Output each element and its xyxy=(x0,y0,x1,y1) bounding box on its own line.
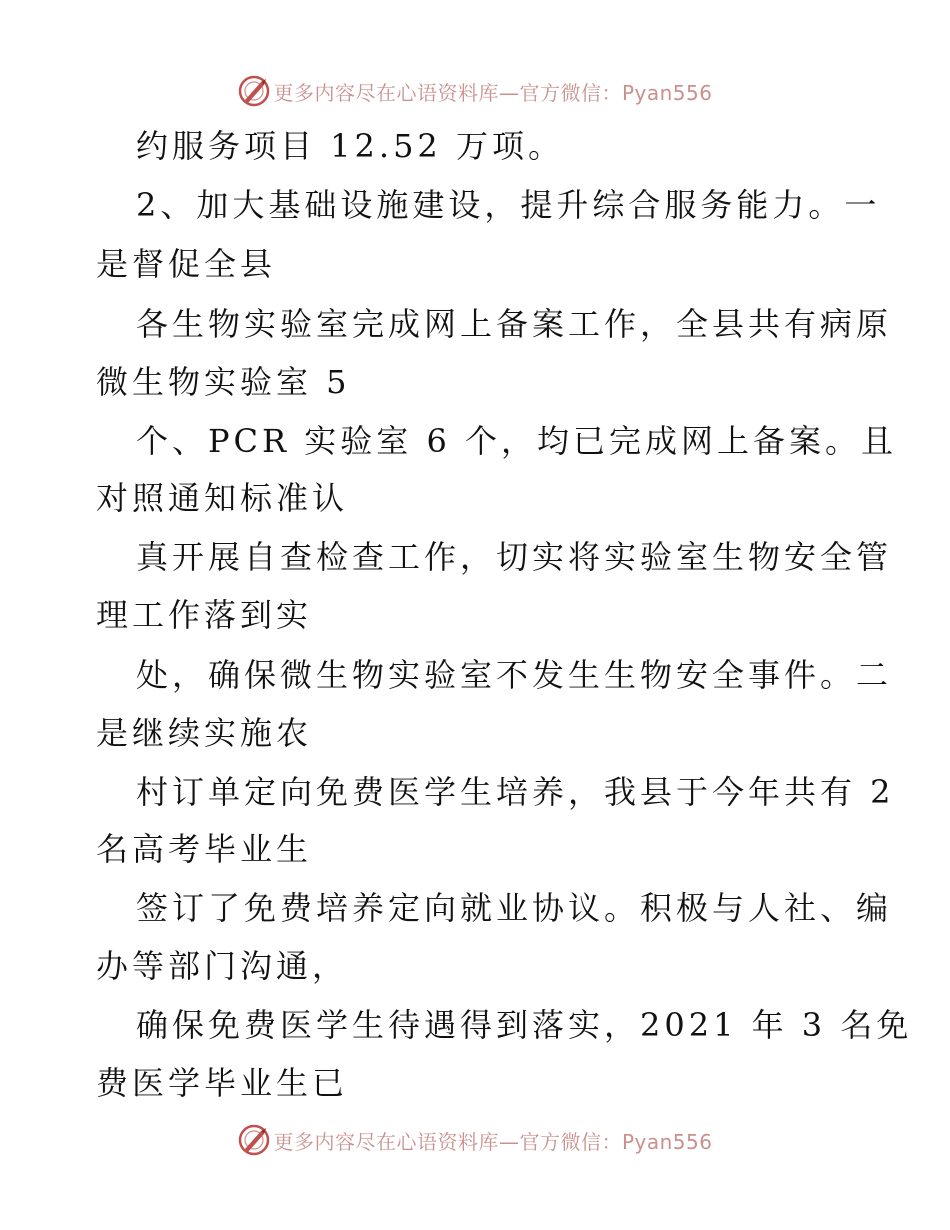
body-line: 约服务项目 12.52 万项。 xyxy=(136,127,564,165)
body-line: 签订了免费培养定向就业协议。积极与人社、编 xyxy=(136,889,893,927)
body-line: 个、PCR 实验室 6 个，均已完成网上备案。且 xyxy=(136,422,897,460)
body-line: 确保免费医学生待遇得到落实，2021 年 3 名免 xyxy=(136,1006,913,1044)
body-line: 微生物实验室 5 xyxy=(96,363,351,401)
body-line: 处，确保微生物实验室不发生生物安全事件。二 xyxy=(136,656,893,694)
body-line: 费医学毕业生已 xyxy=(96,1064,349,1102)
body-line: 理工作落到实 xyxy=(96,596,313,634)
body-line: 是督促全县 xyxy=(96,245,277,283)
body-line: 是继续实施农 xyxy=(96,714,313,752)
body-line: 办等部门沟通， xyxy=(96,947,349,985)
body-line: 2、加大基础设施建设，提升综合服务能力。一 xyxy=(136,186,881,224)
watermark-text: 更多内容尽在心语资料库—官方微信：Pyan556 xyxy=(273,1129,713,1154)
body-line: 名高考毕业生 xyxy=(96,830,313,868)
body-line: 对照通知标准认 xyxy=(96,479,349,517)
body-line: 村订单定向免费医学生培养，我县于今年共有 2 xyxy=(136,773,895,811)
pen-logo-icon xyxy=(237,74,271,108)
body-line: 各生物实验室完成网上备案工作，全县共有病原 xyxy=(136,305,893,343)
watermark-text: 更多内容尽在心语资料库—官方微信：Pyan556 xyxy=(273,80,713,105)
body-line: 真开展自查检查工作，切实将实验室生物安全管 xyxy=(136,538,893,576)
footer-watermark xyxy=(0,1120,950,1160)
pen-logo-icon xyxy=(237,1123,271,1157)
header-watermark xyxy=(0,71,950,111)
